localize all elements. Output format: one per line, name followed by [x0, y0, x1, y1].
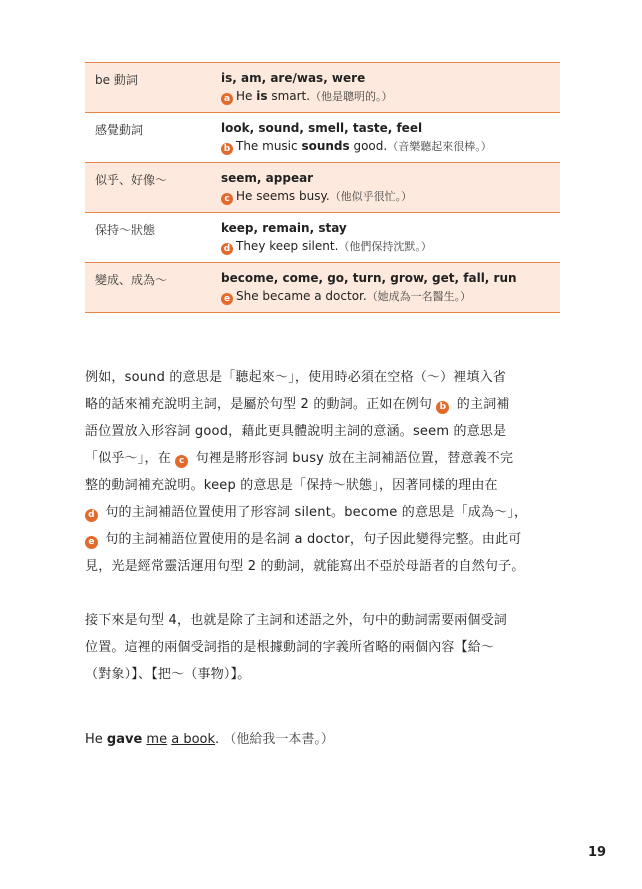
translation: （他給我一本書。）	[223, 732, 334, 747]
direct-object: a book	[171, 732, 216, 747]
category-cell: be 動詞	[95, 73, 138, 87]
verbs-cell	[215, 113, 560, 163]
translation: （他是聰明的。）	[310, 90, 393, 103]
example-marker: d	[85, 509, 98, 522]
page-number: 19	[588, 845, 607, 860]
example-marker: c	[221, 193, 233, 205]
line-text: 句的主詞補語位置使用的是名詞 a doctor，句子因此變得完整。由此可	[101, 532, 522, 547]
example-word: He	[85, 732, 107, 747]
category-cell: 似乎、好像～	[95, 173, 168, 187]
paragraph-line: 接下來是句型 4，也就是除了主詞和述語之外，句中的動詞需要兩個受詞	[85, 613, 508, 628]
example-marker: e	[221, 293, 233, 305]
line-text: 「似乎～」，在	[85, 451, 176, 466]
table-row	[85, 263, 560, 313]
table-row	[85, 63, 560, 113]
verb-list: become, come, go, turn, grow, get, fall, run	[221, 271, 517, 285]
example-sentence	[221, 186, 560, 207]
paragraph-line	[85, 499, 565, 526]
paragraph-line: 整的動詞補充說明。keep 的意思是「保持～狀態」，因著同樣的理由在	[85, 478, 498, 493]
category-cell: 變成、成為～	[95, 273, 168, 287]
verb-table	[85, 62, 560, 313]
example-text-end: smart.	[267, 89, 311, 103]
line-text: 略的話來補充說明主詞，是屬於句型 2 的動詞。正如在例句	[85, 397, 437, 412]
translation: （他似乎很忙。）	[329, 190, 413, 203]
verbs-cell	[215, 163, 560, 213]
example-sentence	[221, 286, 560, 307]
example-text: She became a doctor.	[236, 289, 367, 303]
pattern4-paragraph	[85, 607, 565, 688]
paragraph-line	[85, 526, 565, 553]
translation: （他們保持沈默。）	[338, 240, 432, 253]
example-sentence	[221, 86, 560, 107]
example-marker: d	[221, 243, 233, 255]
verbs-cell	[215, 263, 560, 313]
table-row	[85, 163, 560, 213]
paragraph-line: 見，光是經常靈活運用句型 2 的動詞，就能寫出不亞於母語者的自然句子。	[85, 559, 525, 574]
translation: （音樂聽起來很棒。）	[387, 140, 492, 153]
paragraph-line: （對象）】、【把～（事物）】。	[85, 667, 251, 682]
example-marker: b	[221, 143, 233, 155]
example-sentence	[221, 136, 560, 157]
example-sentence	[221, 236, 560, 257]
example-verb: gave	[106, 732, 143, 747]
paragraph-line	[85, 391, 565, 418]
example-bold: is	[256, 89, 268, 103]
example-bold: sounds	[301, 139, 350, 153]
example-text-end: good.	[349, 139, 388, 153]
paragraph-line: 例如，sound 的意思是「聽起來～」，使用時必須在空格（～）裡填入省	[85, 370, 507, 385]
verb-list: seem, appear	[221, 171, 314, 185]
example-text: He	[236, 89, 257, 103]
paragraph-line	[85, 445, 565, 472]
example-marker: c	[175, 455, 188, 468]
indirect-object: me	[146, 732, 168, 747]
paragraph-line: 位置。這裡的兩個受詞指的是根據動詞的字義所省略的兩個內容【給～	[85, 640, 495, 655]
verb-list: keep, remain, stay	[221, 221, 347, 235]
example-text: He seems busy.	[236, 189, 330, 203]
example-marker: a	[221, 93, 233, 105]
example-text: They keep silent.	[236, 239, 339, 253]
example-marker: e	[85, 536, 98, 549]
verb-list: is, am, are/was, were	[221, 71, 366, 85]
category-cell: 保持～狀態	[95, 223, 156, 237]
example-period: .	[215, 732, 220, 747]
explanation-paragraph	[85, 364, 565, 580]
example-text: The music	[236, 139, 302, 153]
line-text: 的主詞補	[452, 397, 510, 412]
verbs-cell	[215, 213, 560, 263]
example-marker: b	[436, 401, 449, 414]
example-sentence-pattern4	[85, 728, 334, 747]
verbs-cell	[215, 63, 560, 113]
translation: （她成為一名醫生。）	[366, 290, 472, 303]
table-row	[85, 113, 560, 163]
verb-list: look, sound, smell, taste, feel	[221, 121, 423, 135]
category-cell: 感覺動詞	[95, 123, 144, 137]
line-text: 句裡是將形容詞 busy 放在主詞補語位置，替意義不完	[191, 451, 514, 466]
paragraph-line: 語位置放入形容詞 good，藉此更具體說明主詞的意涵。seem 的意思是	[85, 424, 507, 439]
table-row	[85, 213, 560, 263]
line-text: 句的主詞補語位置使用了形容詞 silent。become 的意思是「成為～」，	[101, 505, 528, 520]
